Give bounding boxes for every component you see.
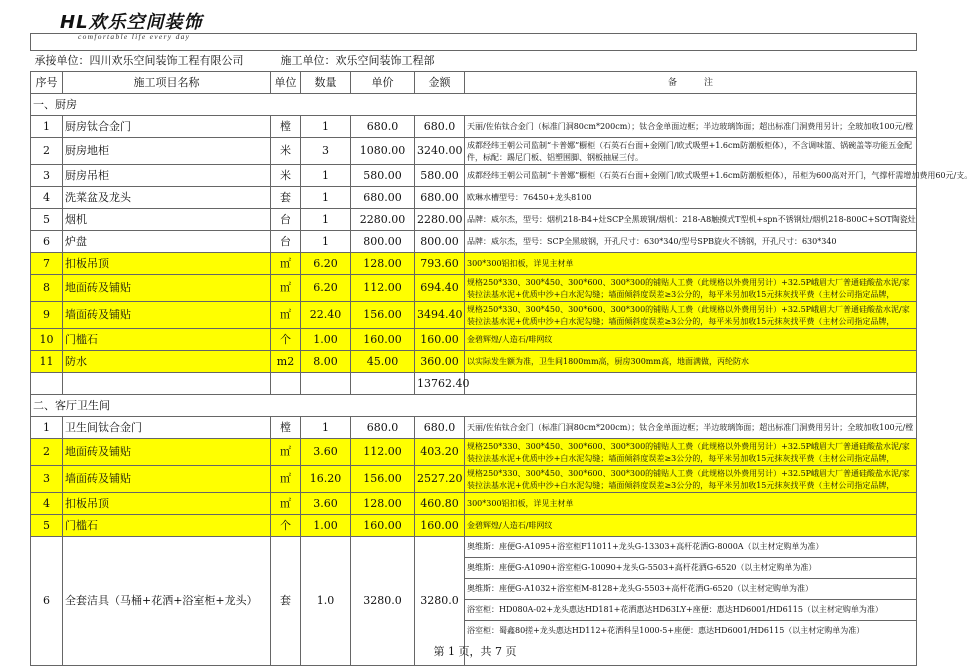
item-no: 6 [31,231,63,253]
line-item-row [31,515,917,537]
item-qty: 8.00 [301,351,351,373]
item-name: 烟机 [63,209,271,231]
item-amount: 580.00 [415,165,465,187]
line-item-row [31,466,917,493]
item-qty: 1 [301,231,351,253]
col-qty: 数量 [301,72,351,94]
item-name: 墙面砖及铺贴 [63,302,271,329]
item-price: 45.00 [351,351,415,373]
item-amount: 694.40 [415,275,465,302]
item-unit: 台 [271,231,301,253]
item-remark: 成都经纬王朝公司监制“卡普娜”橱柜（石英石台面+金刚门/欧式吸塑+1.6cm防潮板柜体），不含调味篮、锅碗盖等功能五金配件，标配：踢尼门板、铝塑围脚、钢板抽屉三付。 [465,138,917,165]
item-remark: 天丽/佐佑钛合金门（标准门洞80cm*200cm）；钛合金单面边框；半边玻璃饰面；超出标准门洞费用另计；全玻加收100元/樘 [465,116,917,138]
item-amount: 160.00 [415,515,465,537]
item-amount: 680.0 [415,417,465,439]
item-price: 3280.0 [351,537,415,666]
item-remark: 规格250*330、300*450、300*600、300*300的铺贴人工费（此规格以外费用另计）+32.5P峨眉大厂普通硅酸盐水泥/家装拉法基水泥+优质中沙+白水泥勾缝；墙面倾斜度误差≥3公分的，每平米另加收15元抹灰找平费（主材公司指定品牌， [465,302,917,329]
item-no: 11 [31,351,63,373]
item-remark: 300*300铝扣板，详见主材单 [465,493,917,515]
item-no: 3 [31,165,63,187]
item-price: 2280.00 [351,209,415,231]
item-qty: 22.40 [301,302,351,329]
item-unit: ㎡ [271,253,301,275]
sanitary-option: 浴室柜：HD080A-02+龙头惠达HD181+花洒惠达HD63LY+座便：惠达HD6001/HD6115（以主材定购单为准） [465,600,916,621]
item-qty: 6.20 [301,275,351,302]
item-amount: 680.0 [415,116,465,138]
item-unit: ㎡ [271,466,301,493]
item-unit: 个 [271,329,301,351]
item-amount: 793.60 [415,253,465,275]
item-name: 防水 [63,351,271,373]
item-no: 8 [31,275,63,302]
item-remark: 金碧辉煌/人造石/啡网纹 [465,329,917,351]
column-header-row [31,72,917,94]
item-no: 6 [31,537,63,666]
item-no: 2 [31,439,63,466]
logo-title: HL欢乐空间装饰 [60,12,203,33]
item-no: 4 [31,187,63,209]
item-price: 160.00 [351,329,415,351]
item-amount: 460.80 [415,493,465,515]
item-price: 112.00 [351,439,415,466]
item-remark: 规格250*330、300*450、300*600、300*300的铺贴人工费（此规格以外费用另计）+32.5P峨眉大厂普通硅酸盐水泥/家装拉法基水泥+优质中沙+白水泥勾缝；墙面倾斜度误差≥3公分的，每平米另加收15元抹灰找平费（主材公司指定品牌， [465,466,917,493]
item-name: 门槛石 [63,329,271,351]
item-price: 156.00 [351,466,415,493]
item-unit: ㎡ [271,493,301,515]
party-row [31,51,917,72]
line-item-row [31,253,917,275]
item-price: 112.00 [351,275,415,302]
item-no: 7 [31,253,63,275]
contractor-label: 承接单位：四川欢乐空间装饰工程有限公司 [34,54,244,67]
item-remark: 品牌：威尔杰，型号：烟机218-B4+灶SCP全黑玻钢/烟机：218-A8触摸式T型机+spn不锈钢灶/烟机218-800C+SOT陶瓷灶 [465,209,917,231]
line-item-row [31,138,917,165]
kitchen-section-row [31,94,917,116]
item-unit: 套 [271,187,301,209]
item-price: 156.00 [351,302,415,329]
item-amount: 680.00 [415,187,465,209]
item-price: 680.0 [351,417,415,439]
item-unit: 台 [271,209,301,231]
bathroom-section-row [31,395,917,417]
item-qty: 1 [301,165,351,187]
line-item-row [31,439,917,466]
item-name: 墙面砖及铺贴 [63,466,271,493]
sanitary-option: 奥维斯：座便G-A1032+浴室柜M-8128+龙头G-5503+高杆花洒G-6520（以主材定购单为准） [465,579,916,600]
item-amount: 2280.00 [415,209,465,231]
item-price: 128.00 [351,493,415,515]
subtotal-amount: 13762.40 [415,373,465,395]
section-title: 一、厨房 [31,94,917,116]
item-amount: 3240.00 [415,138,465,165]
item-qty: 3.60 [301,439,351,466]
item-remark: 欧琳水槽型号：76450+龙头8100 [465,187,917,209]
item-unit: 樘 [271,116,301,138]
line-item-row [31,417,917,439]
line-item-row [31,165,917,187]
item-price: 128.00 [351,253,415,275]
builder-label: 施工单位：欢乐空间装饰工程部 [280,54,435,67]
item-price: 160.00 [351,515,415,537]
item-no: 10 [31,329,63,351]
item-unit: ㎡ [271,439,301,466]
item-no: 3 [31,466,63,493]
item-amount: 3494.40 [415,302,465,329]
item-qty: 6.20 [301,253,351,275]
item-amount: 800.00 [415,231,465,253]
item-unit: 米 [271,165,301,187]
item-qty: 3 [301,138,351,165]
item-no: 5 [31,515,63,537]
item-no: 1 [31,417,63,439]
item-qty: 1.00 [301,329,351,351]
item-unit: 米 [271,138,301,165]
sanitary-option: 浴室柜：蜀鑫80搓+龙头惠达HD112+花洒科呈1000-5+座便：惠达HD6001/HD6115（以主材定购单为准） [467,626,865,635]
subtotal-row [31,373,917,395]
item-unit: ㎡ [271,302,301,329]
line-item-row [31,116,917,138]
item-price: 580.00 [351,165,415,187]
item-qty: 16.20 [301,466,351,493]
item-name: 地面砖及铺贴 [63,439,271,466]
item-qty: 1.0 [301,537,351,666]
line-item-row [31,329,917,351]
item-remark: 品牌：威尔杰，型号：SCP全黑玻钢，开孔尺寸：630*340/型号SPB旋火不锈钢，开孔尺寸：630*340 [465,231,917,253]
line-item-row [31,351,917,373]
item-amount: 160.00 [415,329,465,351]
sanitary-option: 奥维斯：座便G-A1090+浴室柜G-10090+龙头G-5503+高杆花洒G-6520（以主材定购单为准） [465,558,916,579]
col-remark: 备 注 [465,72,917,94]
item-name: 地面砖及铺贴 [63,275,271,302]
item-amount: 2527.20 [415,466,465,493]
line-item-row [31,187,917,209]
item-name: 扣板吊顶 [63,493,271,515]
item-name: 炉盘 [63,231,271,253]
item-qty: 1 [301,116,351,138]
item-amount: 360.00 [415,351,465,373]
item-amount: 403.20 [415,439,465,466]
item-qty: 3.60 [301,493,351,515]
item-no: 9 [31,302,63,329]
logo-tagline: comfortable life every day [78,32,191,41]
item-unit: 套 [271,537,301,666]
item-price: 1080.00 [351,138,415,165]
item-unit: ㎡ [271,275,301,302]
section-title: 二、客厅卫生间 [31,395,917,417]
page-footer: 第 1 页，共 7 页 [433,645,517,658]
item-unit: 樘 [271,417,301,439]
item-no: 1 [31,116,63,138]
col-name: 施工项目名称 [63,72,271,94]
item-remark: 金碧辉煌/人造石/啡网纹 [465,515,917,537]
item-name: 洗菜盆及龙头 [63,187,271,209]
item-remark: 成都经纬王朝公司监制“卡普娜”橱柜（石英石台面+金刚门/欧式吸塑+1.6cm防潮板柜体），吊柜为600高对开门，气撑杆需增加费用60元/支。 [465,165,917,187]
col-price: 单价 [351,72,415,94]
item-remark: 300*300铝扣板，详见主材单 [465,253,917,275]
line-item-row [31,275,917,302]
line-item-row [31,302,917,329]
item-remark: 规格250*330、300*450、300*600、300*300的铺贴人工费（此规格以外费用另计）+32.5P峨眉大厂普通硅酸盐水泥/家装拉法基水泥+优质中沙+白水泥勾缝；墙面倾斜度误差≥3公分的，每平米另加收15元抹灰找平费（主材公司指定品牌， [465,275,917,302]
col-amount: 金额 [415,72,465,94]
item-qty: 1 [301,187,351,209]
item-price: 680.00 [351,187,415,209]
item-remark: 以实际发生额为准，卫生间1800mm高，厨房300mm高，地面满做，丙纶防水 [465,351,917,373]
quotation-table [30,33,972,666]
item-unit: 个 [271,515,301,537]
item-price: 800.00 [351,231,415,253]
item-unit: m2 [271,351,301,373]
item-name: 卫生间钛合金门 [63,417,271,439]
item-name: 厨房吊柜 [63,165,271,187]
item-name: 门槛石 [63,515,271,537]
item-name: 全套洁具（马桶+花洒+浴室柜+龙头） [63,537,271,666]
item-remark: 天丽/佐佑钛合金门（标准门洞80cm*200cm）；钛合金单面边框；半边玻璃饰面；超出标准门洞费用另计；全玻加收100元/樘 [465,417,917,439]
sanitary-option: 奥维斯：座便G-A1095+浴室柜F11011+龙头G-13303+高杆花洒G-8000A（以主材定购单为准） [465,537,916,558]
item-name: 厨房地柜 [63,138,271,165]
item-price: 680.0 [351,116,415,138]
item-name: 厨房钛合金门 [63,116,271,138]
line-item-row [31,209,917,231]
item-no: 5 [31,209,63,231]
col-no: 序号 [31,72,63,94]
item-qty: 1 [301,417,351,439]
item-amount: 3280.0 [415,537,465,666]
line-item-row [31,231,917,253]
item-no: 4 [31,493,63,515]
col-unit: 单位 [271,72,301,94]
item-qty: 1 [301,209,351,231]
item-no: 2 [31,138,63,165]
item-remark: 规格250*330、300*450、300*600、300*300的铺贴人工费（此规格以外费用另计）+32.5P峨眉大厂普通硅酸盐水泥/家装拉法基水泥+优质中沙+白水泥勾缝；墙面倾斜度误差≥3公分的，每平米另加收15元抹灰找平费（主材公司指定品牌， [465,439,917,466]
blank-row [31,34,917,51]
item-qty: 1.00 [301,515,351,537]
item-name: 扣板吊顶 [63,253,271,275]
line-item-row [31,493,917,515]
